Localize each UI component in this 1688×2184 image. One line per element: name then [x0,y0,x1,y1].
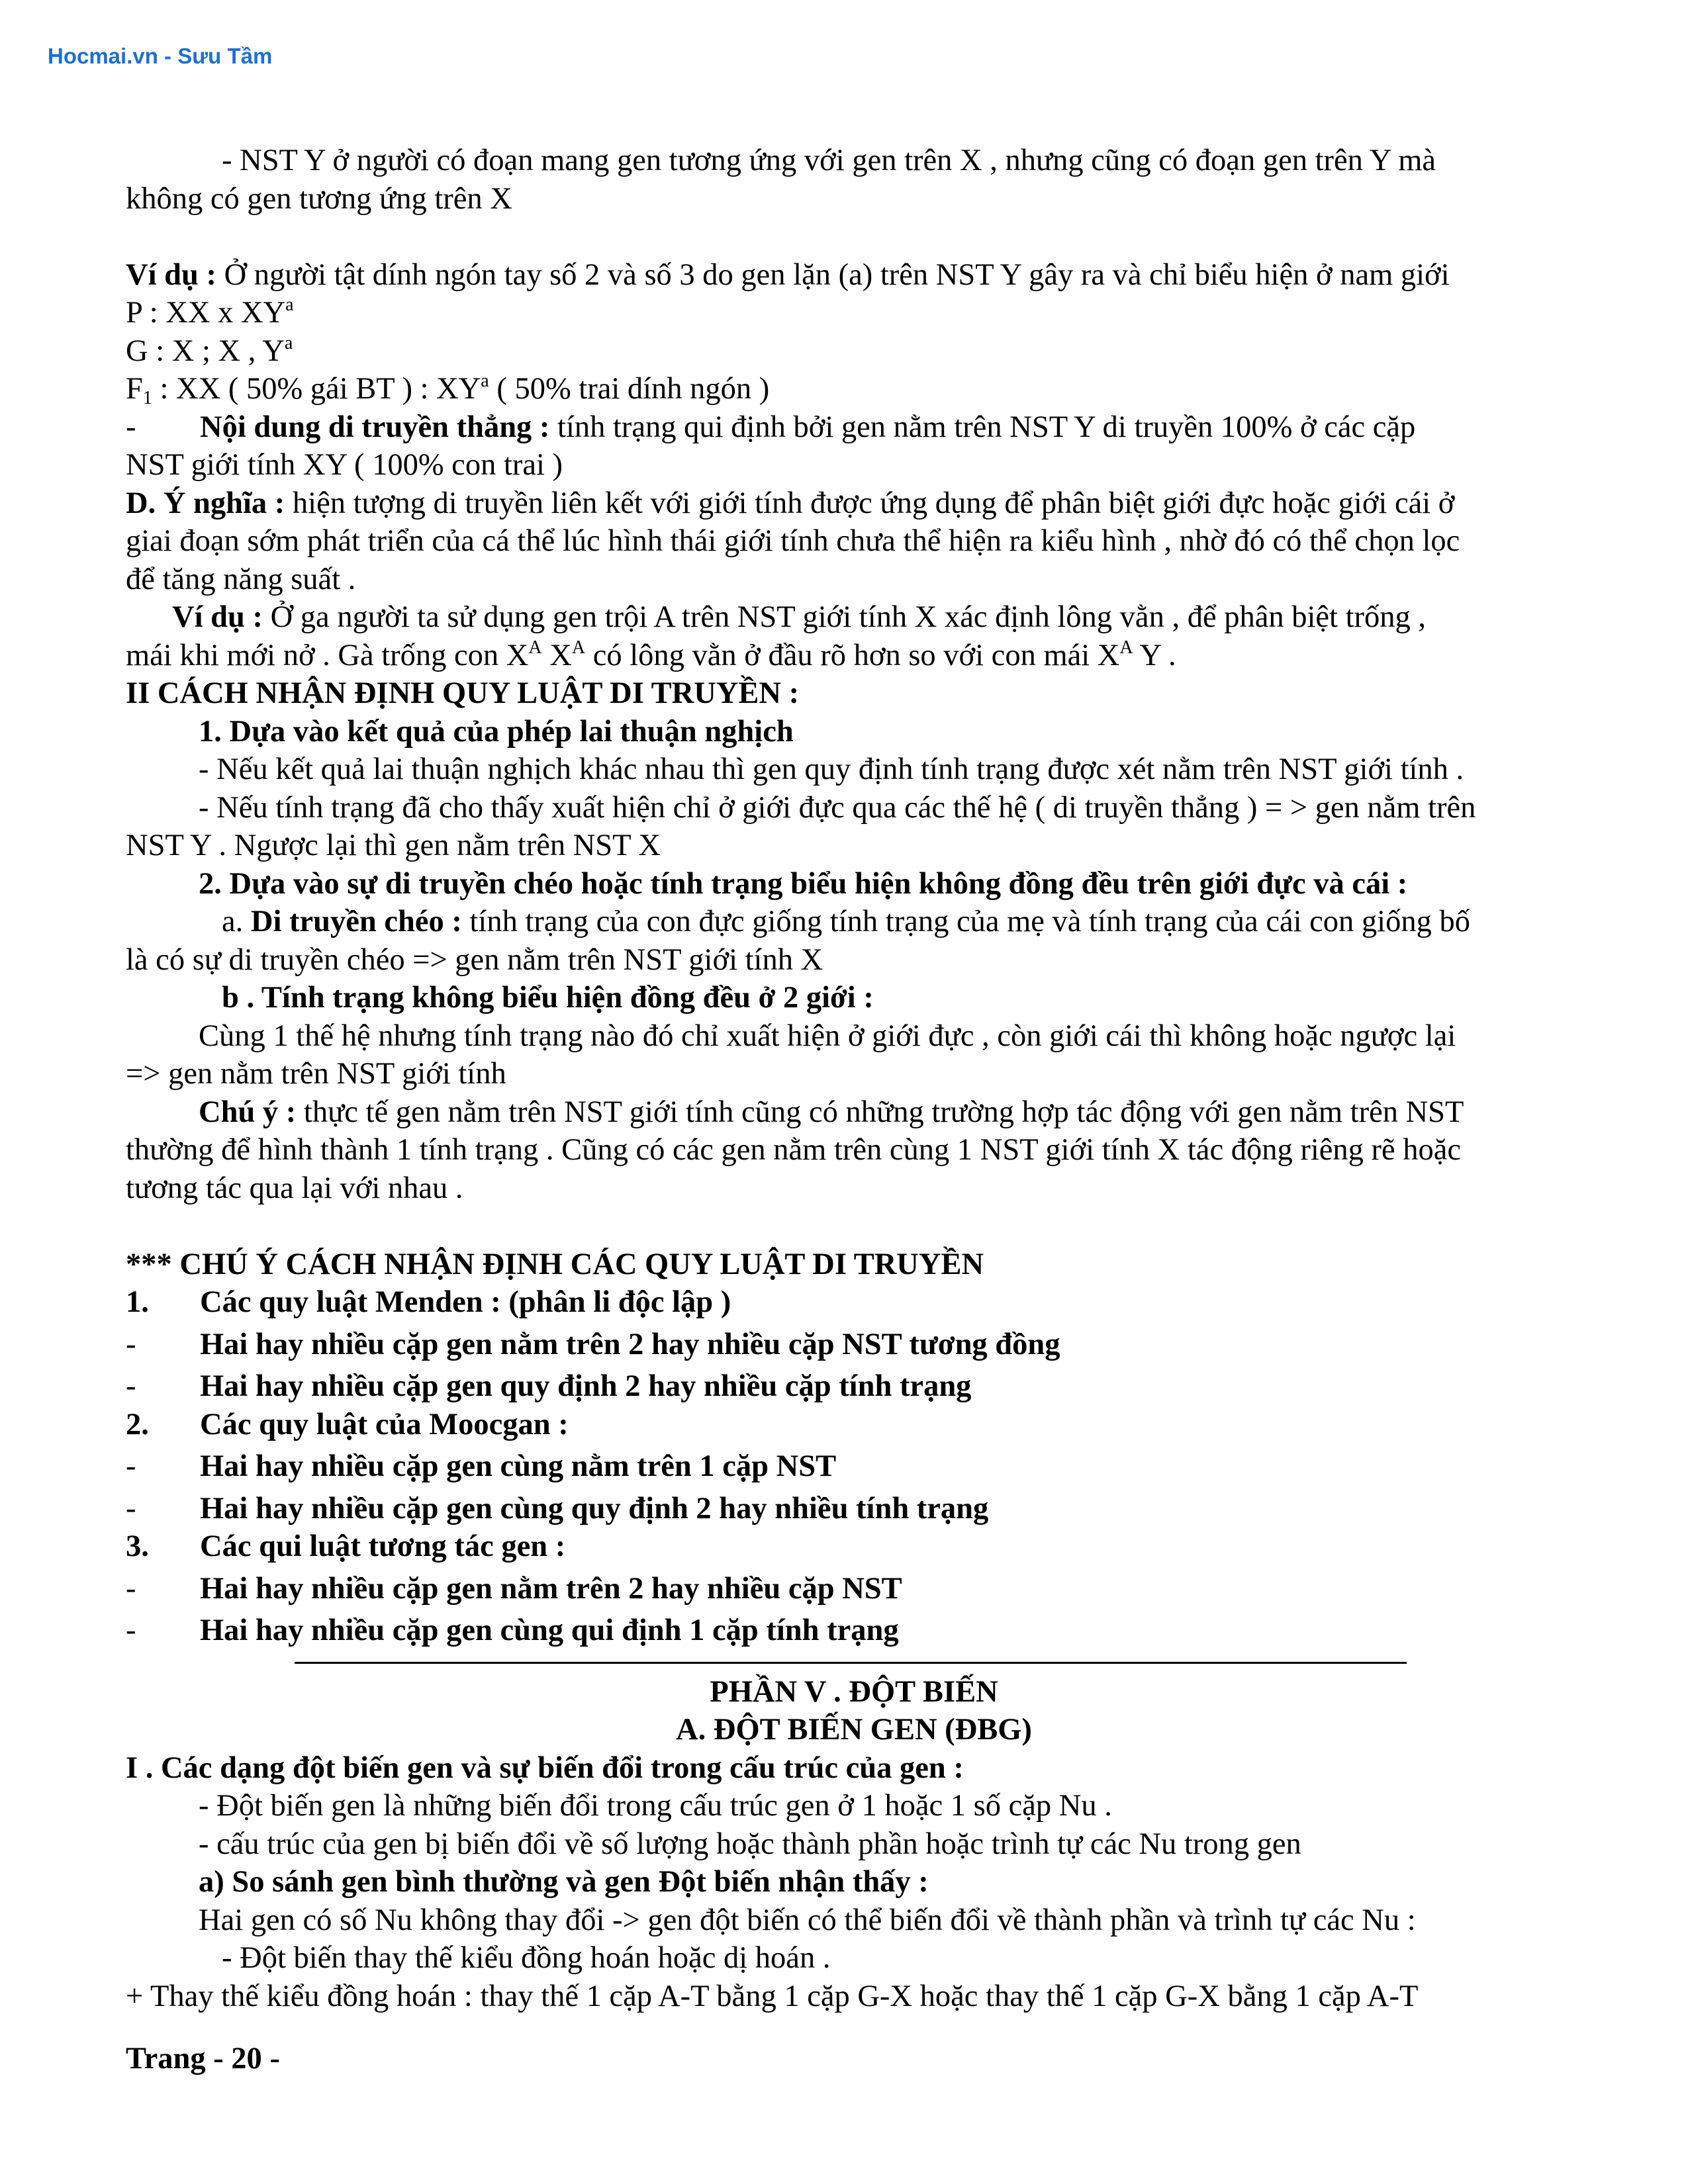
f1-sub: 1 [142,388,152,408]
cross-f1-line [126,370,1582,408]
item-marker: - [126,1491,136,1525]
example-line [126,256,1582,295]
item-marker: 3. [126,1529,149,1563]
item-marker: a. [222,905,251,938]
paragraph-line: tương tác qua lại với nhau . [126,1171,463,1205]
subsection-title: a) So sánh gen bình thường và gen Đột biến nhận thấy : [199,1865,929,1899]
paragraph-line: => gen nằm trên NST giới tính [126,1057,506,1091]
subsection-title: 1. Dựa vào kết quả của phép lai thuận nghịch [199,714,794,749]
item-text: Hai hay nhiều cặp gen nằm trên 2 hay nhiều cặp NST tương đồng [200,1327,1060,1361]
paragraph-line: là có sự di truyền chéo => gen nằm trên NST giới tính X [126,942,823,977]
item-marker: 1. [126,1285,149,1319]
dash: - [126,410,136,444]
note-line [126,1093,1582,1132]
example-text: Ở ga người ta sử dụng gen trội A trên NST giới tính X xác định lông vằn , để phân biệt trống , [262,600,1426,634]
item-marker: - [126,1369,136,1403]
allele-sup: A [571,637,586,658]
summary-item [126,1527,1582,1566]
paragraph-line: không có gen tương ứng trên X [126,181,512,216]
paragraph-line: NST giới tính XY ( 100% con trai ) [126,448,563,482]
part-title: PHẦN V . ĐỘT BIẾN [710,1674,998,1709]
source-header: Hocmai.vn - Sưu Tầm [48,44,273,68]
paragraph-line: - Đột biến thay thế kiểu đồng hoán hoặc dị hoán . [222,1941,831,1975]
example-text: mái khi mới nở . Gà trống con X [126,638,529,672]
content-text: tính trạng qui định bởi gen nằm trên NST Y di truyền 100% ở các cặp [549,410,1416,444]
f1-text-end: ( 50% trai dính ngón ) [489,372,770,406]
item-text: tính trạng của con đực giống tính trạng của mẹ và tính trạng của cái con giống bố [461,905,1470,938]
subsection-title: b . Tính trạng không biểu hiện đồng đều ở 2 giới : [222,981,874,1015]
paragraph-line: + Thay thế kiểu đồng hoán : thay thế 1 cặp A-T bằng 1 cặp G-X hoặc thay thế 1 cặp G-X bằng 1 cặp A-T [126,1979,1419,2013]
cross-p-text: P : XX x XY [126,296,286,330]
item-marker: 2. [126,1407,149,1441]
meaning-label: D. Ý nghĩa : [126,486,285,520]
f1-text: : XX ( 50% gái BT ) : XY [152,372,481,406]
item-marker: - [126,1614,136,1647]
item-marker: - [126,1571,136,1606]
allele-sup: a [481,371,489,391]
item-label: Di truyền chéo : [250,905,462,938]
cross-g-text: G : X ; X , Y [126,334,285,368]
allele-sup: A [1119,637,1133,658]
paragraph-line: Cùng 1 thế hệ nhưng tính trạng nào đó chỉ xuất hiện ở giới đực , còn giới cái thì không hoặc ngược lại [199,1019,1456,1053]
example-line-2 [126,637,1582,675]
section-title: II CÁCH NHẬN ĐỊNH QUY LUẬT DI TRUYỀN : [126,676,800,710]
note-text: thực tế gen nằm trên NST giới tính cũng có những trường hợp tác động với gen nằm trên NST [296,1095,1464,1129]
allele-sup: a [284,332,293,353]
item-text: Hai hay nhiều cặp gen cùng nằm trên 1 cặp NST [200,1449,837,1483]
paragraph-line: để tăng năng suất . [126,562,356,596]
item-marker: - [126,1327,136,1361]
allele-sup: a [285,295,294,315]
content-label: Nội dung di truyền thẳng : [200,410,550,444]
item-text: Hai hay nhiều cặp gen cùng quy định 2 hay nhiều tính trạng [200,1491,989,1525]
part-subtitle: A. ĐỘT BIẾN GEN (ĐBG) [676,1713,1032,1747]
cross-g-line [126,332,1582,371]
section-divider [295,1662,1407,1664]
summary-item [126,1570,1582,1608]
summary-item [126,1367,1582,1406]
paragraph-line: - Nếu kết quả lai thuận nghịch khác nhau thì gen quy định tính trạng được xét nằm trên NST giới tính . [199,752,1464,786]
paragraph-line: NST Y . Ngược lại thì gen nằm trên NST X [126,829,661,862]
note-label: Chú ý : [199,1095,297,1129]
content-line [126,408,1582,447]
paragraph-line: Hai gen có số Nu không thay đổi -> gen đột biến có thể biến đổi về thành phần và trình tự các Nu : [199,1903,1416,1937]
subsection-title: 2. Dựa vào sự di truyền chéo hoặc tính trạng biểu hiện không đồng đều trên giới đực và cái : [199,866,1408,901]
cross-heredity-line [126,903,1582,941]
f1-label: F [126,372,143,406]
paragraph-line: thường để hình thành 1 tính trạng . Cũng có các gen nằm trên cùng 1 NST giới tính X tác động riêng rẽ hoặc [126,1133,1462,1167]
example-line [126,598,1582,637]
summary-item [126,1283,1582,1322]
item-text: Các quy luật của Moocgan : [200,1407,569,1441]
paragraph-line: - NST Y ở người có đoạn mang gen tương ứng với gen trên X , nhưng cũng có đoạn gen trên Y mà [222,144,1436,177]
paragraph-line: giai đoạn sớm phát triển của cá thể lúc hình thái giới tính chưa thể hiện ra kiểu hình , nhờ đó có thể chọn lọc [126,524,1460,558]
summary-item [126,1326,1582,1364]
meaning-line [126,484,1582,523]
paragraph-line: - Nếu tính trạng đã cho thấy xuất hiện chỉ ở giới đực qua các thế hệ ( di truyền thẳng ) = > gen nằm trên [199,790,1476,825]
meaning-text: hiện tượng di truyền liên kết với giới tính được ứng dụng để phân biệt giới đực hoặc giới cái ở [285,486,1455,520]
section-title: I . Các dạng đột biến gen và sự biến đổi trong cấu trúc của gen : [126,1751,964,1785]
summary-title: *** CHÚ Ý CÁCH NHẬN ĐỊNH CÁC QUY LUẬT DI TRUYỀN [126,1247,984,1281]
item-text: Hai hay nhiều cặp gen nằm trên 2 hay nhiều cặp NST [200,1571,902,1606]
item-text: Các quy luật Menden : (phân li độc lập ) [200,1285,731,1319]
item-text: Các qui luật tương tác gen : [200,1529,566,1563]
item-text: Hai hay nhiều cặp gen cùng qui định 1 cặp tính trạng [200,1614,899,1647]
example-text: Ở người tật dính ngón tay số 2 và số 3 do gen lặn (a) trên NST Y gây ra và chỉ biểu hiện ở nam giới [216,257,1450,292]
example-label: Ví dụ : [172,600,263,634]
example-text: có lông vằn ở đầu rõ hơn so với con mái X [585,638,1120,672]
summary-item [126,1447,1582,1486]
summary-item [126,1612,1582,1650]
item-text: Hai hay nhiều cặp gen quy định 2 hay nhiều cặp tính trạng [200,1369,972,1403]
example-text: X [541,638,572,672]
allele-sup: A [528,637,542,658]
summary-item [126,1490,1582,1528]
page-number: Trang - 20 - [126,2042,280,2075]
paragraph-line: - Đột biến gen là những biến đổi trong cấu trúc gen ở 1 hoặc 1 số cặp Nu . [199,1789,1112,1823]
item-marker: - [126,1449,136,1483]
summary-item [126,1406,1582,1444]
cross-p-line [126,294,1582,332]
paragraph-line: - cấu trúc của gen bị biến đổi về số lượng hoặc thành phần hoặc trình tự các Nu trong gen [199,1827,1301,1861]
example-label: Ví dụ : [126,257,216,292]
example-text: Y . [1133,638,1176,672]
document-body [126,142,1582,2015]
